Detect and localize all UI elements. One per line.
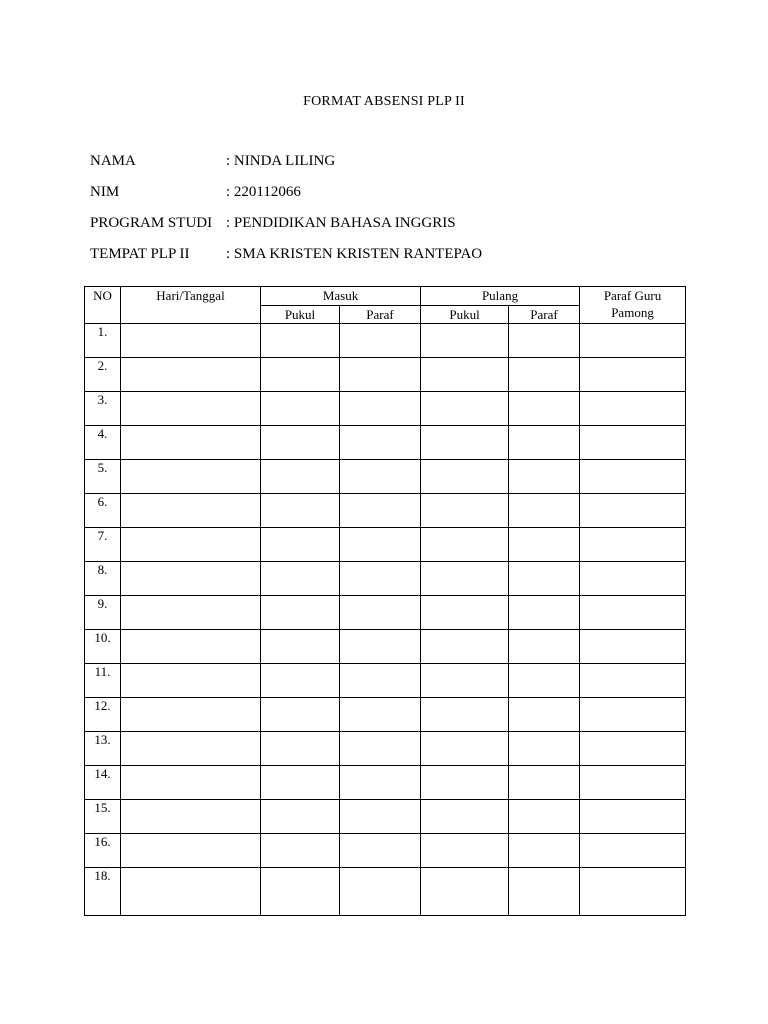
cell-paraf-guru-pamong: [580, 528, 686, 562]
cell-no: 13.: [85, 732, 121, 766]
cell-hari-tanggal: [121, 392, 261, 426]
cell-masuk-pukul: [261, 426, 340, 460]
cell-no: 2.: [85, 358, 121, 392]
header-paraf-guru-line2: Pamong: [611, 305, 654, 320]
cell-no: 12.: [85, 698, 121, 732]
cell-no: 5.: [85, 460, 121, 494]
document-title: FORMAT ABSENSI PLP II: [303, 94, 465, 109]
table-row: [85, 800, 686, 834]
cell-pulang-pukul: [421, 324, 509, 358]
cell-pulang-pukul: [421, 732, 509, 766]
info-row-tempat-plp: [90, 239, 482, 270]
cell-pulang-pukul: [421, 426, 509, 460]
cell-masuk-pukul: [261, 766, 340, 800]
cell-paraf-guru-pamong: [580, 358, 686, 392]
cell-pulang-pukul: [421, 562, 509, 596]
cell-pulang-paraf: [509, 324, 580, 358]
cell-hari-tanggal: [121, 834, 261, 868]
cell-no: 16.: [85, 834, 121, 868]
info-row-nim: [90, 177, 482, 208]
table-row: [85, 630, 686, 664]
cell-masuk-pukul: [261, 528, 340, 562]
cell-paraf-guru-pamong: [580, 834, 686, 868]
cell-paraf-guru-pamong: [580, 698, 686, 732]
header-no: NO: [85, 287, 121, 324]
cell-pulang-paraf: [509, 630, 580, 664]
info-row-program-studi: [90, 208, 482, 239]
cell-masuk-paraf: [340, 868, 421, 916]
cell-hari-tanggal: [121, 528, 261, 562]
cell-no: 8.: [85, 562, 121, 596]
cell-hari-tanggal: [121, 868, 261, 916]
info-label: TEMPAT PLP II: [90, 246, 190, 262]
cell-pulang-pukul: [421, 630, 509, 664]
cell-no: 10.: [85, 630, 121, 664]
header-masuk: Masuk: [261, 287, 421, 306]
table-row: [85, 698, 686, 732]
header-pulang: Pulang: [421, 287, 580, 306]
cell-paraf-guru-pamong: [580, 562, 686, 596]
cell-no: 15.: [85, 800, 121, 834]
cell-masuk-paraf: [340, 460, 421, 494]
cell-pulang-paraf: [509, 358, 580, 392]
cell-pulang-pukul: [421, 766, 509, 800]
cell-masuk-pukul: [261, 664, 340, 698]
table-row: [85, 732, 686, 766]
cell-pulang-pukul: [421, 664, 509, 698]
cell-pulang-paraf: [509, 562, 580, 596]
table-row: [85, 596, 686, 630]
cell-masuk-paraf: [340, 698, 421, 732]
cell-pulang-paraf: [509, 426, 580, 460]
cell-paraf-guru-pamong: [580, 494, 686, 528]
cell-pulang-paraf: [509, 596, 580, 630]
cell-masuk-pukul: [261, 630, 340, 664]
cell-hari-tanggal: [121, 324, 261, 358]
cell-pulang-pukul: [421, 698, 509, 732]
cell-pulang-pukul: [421, 834, 509, 868]
cell-masuk-paraf: [340, 494, 421, 528]
cell-masuk-paraf: [340, 630, 421, 664]
cell-masuk-pukul: [261, 800, 340, 834]
cell-pulang-pukul: [421, 358, 509, 392]
cell-hari-tanggal: [121, 698, 261, 732]
table-row: [85, 562, 686, 596]
header-masuk-paraf: Paraf: [340, 306, 421, 324]
cell-masuk-paraf: [340, 562, 421, 596]
cell-masuk-paraf: [340, 834, 421, 868]
cell-masuk-paraf: [340, 596, 421, 630]
info-label: NAMA: [90, 153, 136, 169]
cell-no: 7.: [85, 528, 121, 562]
cell-pulang-paraf: [509, 528, 580, 562]
cell-masuk-paraf: [340, 800, 421, 834]
cell-pulang-paraf: [509, 664, 580, 698]
cell-no: 14.: [85, 766, 121, 800]
header-pulang-paraf: Paraf: [509, 306, 580, 324]
info-value: : 220112066: [226, 184, 301, 200]
cell-masuk-pukul: [261, 698, 340, 732]
attendance-table: [84, 286, 686, 916]
cell-masuk-pukul: [261, 358, 340, 392]
cell-no: 1.: [85, 324, 121, 358]
cell-pulang-paraf: [509, 834, 580, 868]
cell-masuk-pukul: [261, 834, 340, 868]
cell-masuk-paraf: [340, 528, 421, 562]
cell-masuk-paraf: [340, 664, 421, 698]
cell-masuk-pukul: [261, 392, 340, 426]
cell-pulang-pukul: [421, 528, 509, 562]
cell-paraf-guru-pamong: [580, 426, 686, 460]
cell-paraf-guru-pamong: [580, 596, 686, 630]
cell-masuk-paraf: [340, 732, 421, 766]
table-row: [85, 868, 686, 916]
cell-paraf-guru-pamong: [580, 664, 686, 698]
cell-pulang-pukul: [421, 596, 509, 630]
cell-pulang-paraf: [509, 392, 580, 426]
cell-hari-tanggal: [121, 426, 261, 460]
cell-no: 3.: [85, 392, 121, 426]
cell-hari-tanggal: [121, 766, 261, 800]
cell-hari-tanggal: [121, 460, 261, 494]
cell-no: 18.: [85, 868, 121, 916]
cell-pulang-pukul: [421, 868, 509, 916]
cell-masuk-pukul: [261, 494, 340, 528]
info-value: : NINDA LILING: [226, 153, 336, 169]
cell-paraf-guru-pamong: [580, 392, 686, 426]
cell-hari-tanggal: [121, 630, 261, 664]
info-value: : SMA KRISTEN KRISTEN RANTEPAO: [226, 246, 483, 262]
cell-masuk-pukul: [261, 460, 340, 494]
info-row-nama: [90, 146, 482, 177]
info-label: PROGRAM STUDI: [90, 215, 213, 231]
info-value: : PENDIDIKAN BAHASA INGGRIS: [226, 215, 456, 231]
cell-paraf-guru-pamong: [580, 732, 686, 766]
table-row: [85, 834, 686, 868]
cell-masuk-paraf: [340, 766, 421, 800]
cell-pulang-paraf: [509, 766, 580, 800]
cell-pulang-pukul: [421, 494, 509, 528]
cell-masuk-paraf: [340, 392, 421, 426]
cell-masuk-paraf: [340, 426, 421, 460]
cell-masuk-paraf: [340, 324, 421, 358]
table-row: [85, 766, 686, 800]
cell-no: 9.: [85, 596, 121, 630]
cell-hari-tanggal: [121, 664, 261, 698]
cell-no: 4.: [85, 426, 121, 460]
header-paraf-guru-pamong: [580, 287, 686, 324]
cell-paraf-guru-pamong: [580, 630, 686, 664]
cell-pulang-pukul: [421, 800, 509, 834]
cell-paraf-guru-pamong: [580, 766, 686, 800]
cell-hari-tanggal: [121, 800, 261, 834]
cell-pulang-paraf: [509, 732, 580, 766]
cell-hari-tanggal: [121, 596, 261, 630]
cell-masuk-pukul: [261, 868, 340, 916]
student-info: [90, 146, 482, 270]
table-row: [85, 528, 686, 562]
cell-masuk-pukul: [261, 324, 340, 358]
cell-paraf-guru-pamong: [580, 460, 686, 494]
cell-paraf-guru-pamong: [580, 324, 686, 358]
cell-hari-tanggal: [121, 494, 261, 528]
cell-masuk-paraf: [340, 358, 421, 392]
cell-masuk-pukul: [261, 732, 340, 766]
info-label: NIM: [90, 184, 120, 200]
cell-no: 6.: [85, 494, 121, 528]
header-paraf-guru-line1: Paraf Guru: [603, 288, 662, 303]
header-hari-tanggal: Hari/Tanggal: [121, 287, 261, 324]
header-masuk-pukul: Pukul: [261, 306, 340, 324]
cell-pulang-pukul: [421, 392, 509, 426]
cell-pulang-pukul: [421, 460, 509, 494]
table-row: [85, 494, 686, 528]
cell-masuk-pukul: [261, 562, 340, 596]
cell-pulang-paraf: [509, 698, 580, 732]
cell-paraf-guru-pamong: [580, 800, 686, 834]
table-row: [85, 664, 686, 698]
cell-hari-tanggal: [121, 732, 261, 766]
cell-hari-tanggal: [121, 358, 261, 392]
table-row: [85, 460, 686, 494]
cell-pulang-paraf: [509, 800, 580, 834]
table-row: [85, 392, 686, 426]
table-row: [85, 358, 686, 392]
table-row: [85, 324, 686, 358]
header-pulang-pukul: Pukul: [421, 306, 509, 324]
cell-masuk-pukul: [261, 596, 340, 630]
cell-paraf-guru-pamong: [580, 868, 686, 916]
cell-hari-tanggal: [121, 562, 261, 596]
cell-pulang-paraf: [509, 460, 580, 494]
table-row: [85, 426, 686, 460]
cell-pulang-paraf: [509, 494, 580, 528]
cell-pulang-paraf: [509, 868, 580, 916]
cell-no: 11.: [85, 664, 121, 698]
